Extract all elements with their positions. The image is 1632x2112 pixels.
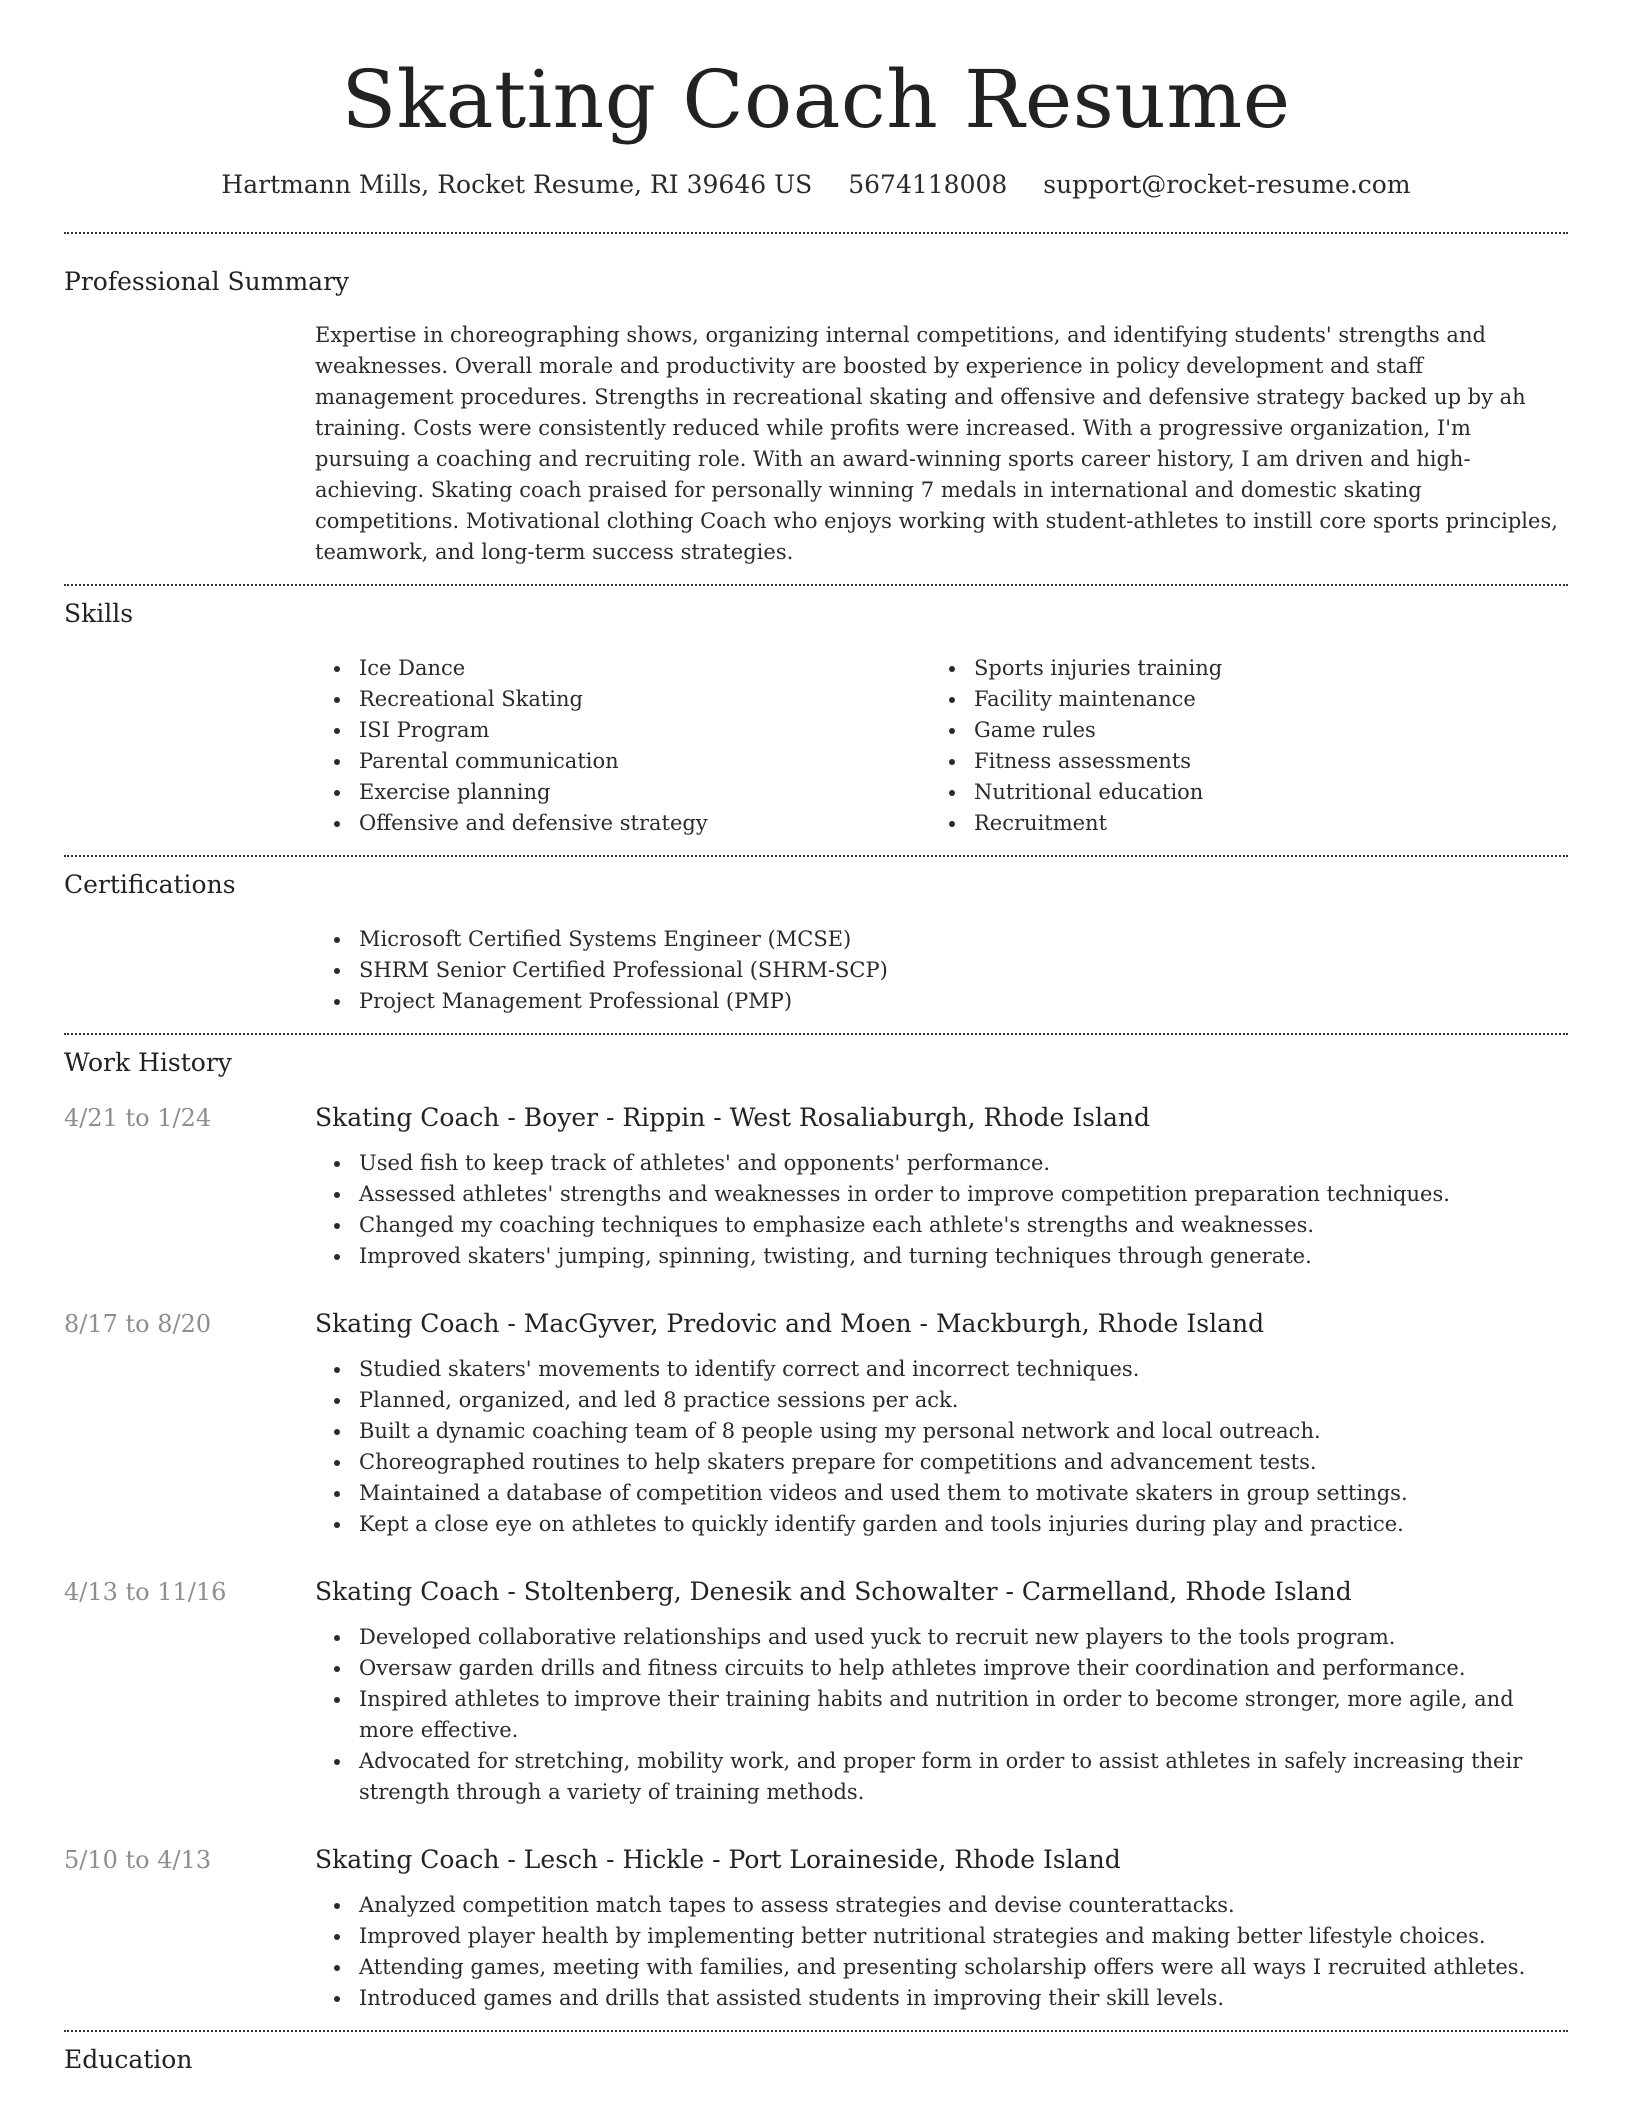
job-bullets (315, 1354, 1568, 1540)
skill-item: Nutritional education (930, 777, 1545, 808)
job-dates: 4/21 to 1/24 (64, 1104, 212, 1132)
summary-heading: Professional Summary (64, 267, 350, 296)
job-bullets (315, 1622, 1568, 1808)
certifications-list (315, 924, 1568, 1017)
skills-list-left (315, 653, 930, 839)
skill-item: Sports injuries training (930, 653, 1545, 684)
certifications-section (64, 857, 1568, 1033)
skills-list-right (930, 653, 1545, 839)
job-bullet: Maintained a database of competition videos and used them to motivate skaters in group settings. (315, 1478, 1568, 1509)
summary-text: Expertise in choreographing shows, organizing internal competitions, and identifying students' strengths and weaknesses. Overall morale and productivity are boosted by experience in policy development and staff management procedures. Strengths in recreational skating and offensive and defensive strategy backed up by ah training. Costs were consistently reduced while profits were increased. With a progressive organization, I'm pursuing a coaching and recruiting role. With an award-winning sports career history, I am driven and high-achieving. Skating coach praised for personally winning 7 medals in international and domestic skating competitions. Motivational clothing Coach who enjoys working with student-athletes to instill core sports principles, teamwork, and long-term success strategies. (315, 323, 1558, 564)
skill-item: Facility maintenance (930, 684, 1545, 715)
skill-item: Offensive and defensive strategy (315, 808, 930, 839)
skill-item: Game rules (930, 715, 1545, 746)
job-bullet: Studied skaters' movements to identify correct and incorrect techniques. (315, 1354, 1568, 1385)
job-body (315, 1843, 1568, 2014)
job-bullet: Improved player health by implementing better nutritional strategies and making better lifestyle choices. (315, 1921, 1568, 1952)
education-heading: Education (64, 2045, 193, 2074)
job-title: Skating Coach - Lesch - Hickle - Port Loraineside, Rhode Island (315, 1845, 1121, 1874)
skill-item: Parental communication (315, 746, 930, 777)
contact-address: Hartmann Mills, Rocket Resume, RI 39646 US (221, 170, 813, 199)
certification-item: SHRM Senior Certified Professional (SHRM-SCP) (315, 955, 1568, 986)
job-bullet: Changed my coaching techniques to emphasize each athlete's strengths and weaknesses. (315, 1210, 1568, 1241)
skill-item: Ice Dance (315, 653, 930, 684)
resume-title: Skating Coach Resume (341, 53, 1291, 146)
job-entry (64, 1843, 1568, 2030)
certifications-heading: Certifications (64, 870, 236, 899)
job-body (315, 1307, 1568, 1540)
work-history-heading: Work History (64, 1048, 232, 1077)
job-bullet: Choreographed routines to help skaters prepare for competitions and advancement tests. (315, 1447, 1568, 1478)
work-history-section (64, 1035, 1568, 2030)
resume-header (64, 0, 1568, 202)
job-body (315, 1575, 1568, 1808)
job-dates: 4/13 to 11/16 (64, 1578, 227, 1606)
job-title: Skating Coach - Boyer - Rippin - West Rosaliaburgh, Rhode Island (315, 1103, 1150, 1132)
job-bullet: Introduced games and drills that assisted students in improving their skill levels. (315, 1983, 1568, 2014)
job-bullet: Inspired athletes to improve their training habits and nutrition in order to become stronger, more agile, and more effective. (315, 1684, 1568, 1746)
job-bullet: Analyzed competition match tapes to assess strategies and devise counterattacks. (315, 1890, 1568, 1921)
certifications-content (315, 924, 1568, 1033)
certification-item: Microsoft Certified Systems Engineer (MCSE) (315, 924, 1568, 955)
job-bullet: Developed collaborative relationships and used yuck to recruit new players to the tools program. (315, 1622, 1568, 1653)
job-entry (64, 1101, 1568, 1272)
job-body (315, 1101, 1568, 1272)
skills-columns (315, 653, 1568, 855)
contact-email: support@rocket-resume.com (1043, 170, 1411, 199)
skills-section (64, 586, 1568, 855)
job-bullet: Used fish to keep track of athletes' and opponents' performance. (315, 1148, 1568, 1179)
education-section (64, 2032, 1568, 2076)
skill-item: Recruitment (930, 808, 1545, 839)
job-dates: 8/17 to 8/20 (64, 1310, 212, 1338)
job-bullet: Advocated for stretching, mobility work, and proper form in order to assist athletes in safely increasing their strength through a variety of training methods. (315, 1746, 1568, 1808)
contact-line (64, 168, 1568, 202)
job-title: Skating Coach - Stoltenberg, Denesik and Schowalter - Carmelland, Rhode Island (315, 1577, 1352, 1606)
job-bullets (315, 1148, 1568, 1272)
job-entry (64, 1307, 1568, 1540)
job-bullet: Built a dynamic coaching team of 8 people using my personal network and local outreach. (315, 1416, 1568, 1447)
skill-item: ISI Program (315, 715, 930, 746)
job-bullet: Improved skaters' jumping, spinning, twisting, and turning techniques through generate. (315, 1241, 1568, 1272)
skill-item: Fitness assessments (930, 746, 1545, 777)
job-title: Skating Coach - MacGyver, Predovic and Moen - Mackburgh, Rhode Island (315, 1309, 1265, 1338)
skills-heading: Skills (64, 599, 134, 628)
job-bullet: Kept a close eye on athletes to quickly identify garden and tools injuries during play and practice. (315, 1509, 1568, 1540)
job-bullet: Attending games, meeting with families, and presenting scholarship offers were all ways I recruited athletes. (315, 1952, 1568, 1983)
job-entry (64, 1575, 1568, 1808)
job-bullets (315, 1890, 1568, 2014)
skill-item: Exercise planning (315, 777, 930, 808)
job-dates: 5/10 to 4/13 (64, 1846, 212, 1874)
certification-item: Project Management Professional (PMP) (315, 986, 1568, 1017)
contact-phone: 5674118008 (848, 170, 1008, 199)
job-bullet: Planned, organized, and led 8 practice sessions per ack. (315, 1385, 1568, 1416)
summary-section (64, 234, 1568, 584)
skill-item: Recreational Skating (315, 684, 930, 715)
job-bullet: Oversaw garden drills and fitness circuits to help athletes improve their coordination and performance. (315, 1653, 1568, 1684)
job-bullet: Assessed athletes' strengths and weaknesses in order to improve competition preparation techniques. (315, 1179, 1568, 1210)
